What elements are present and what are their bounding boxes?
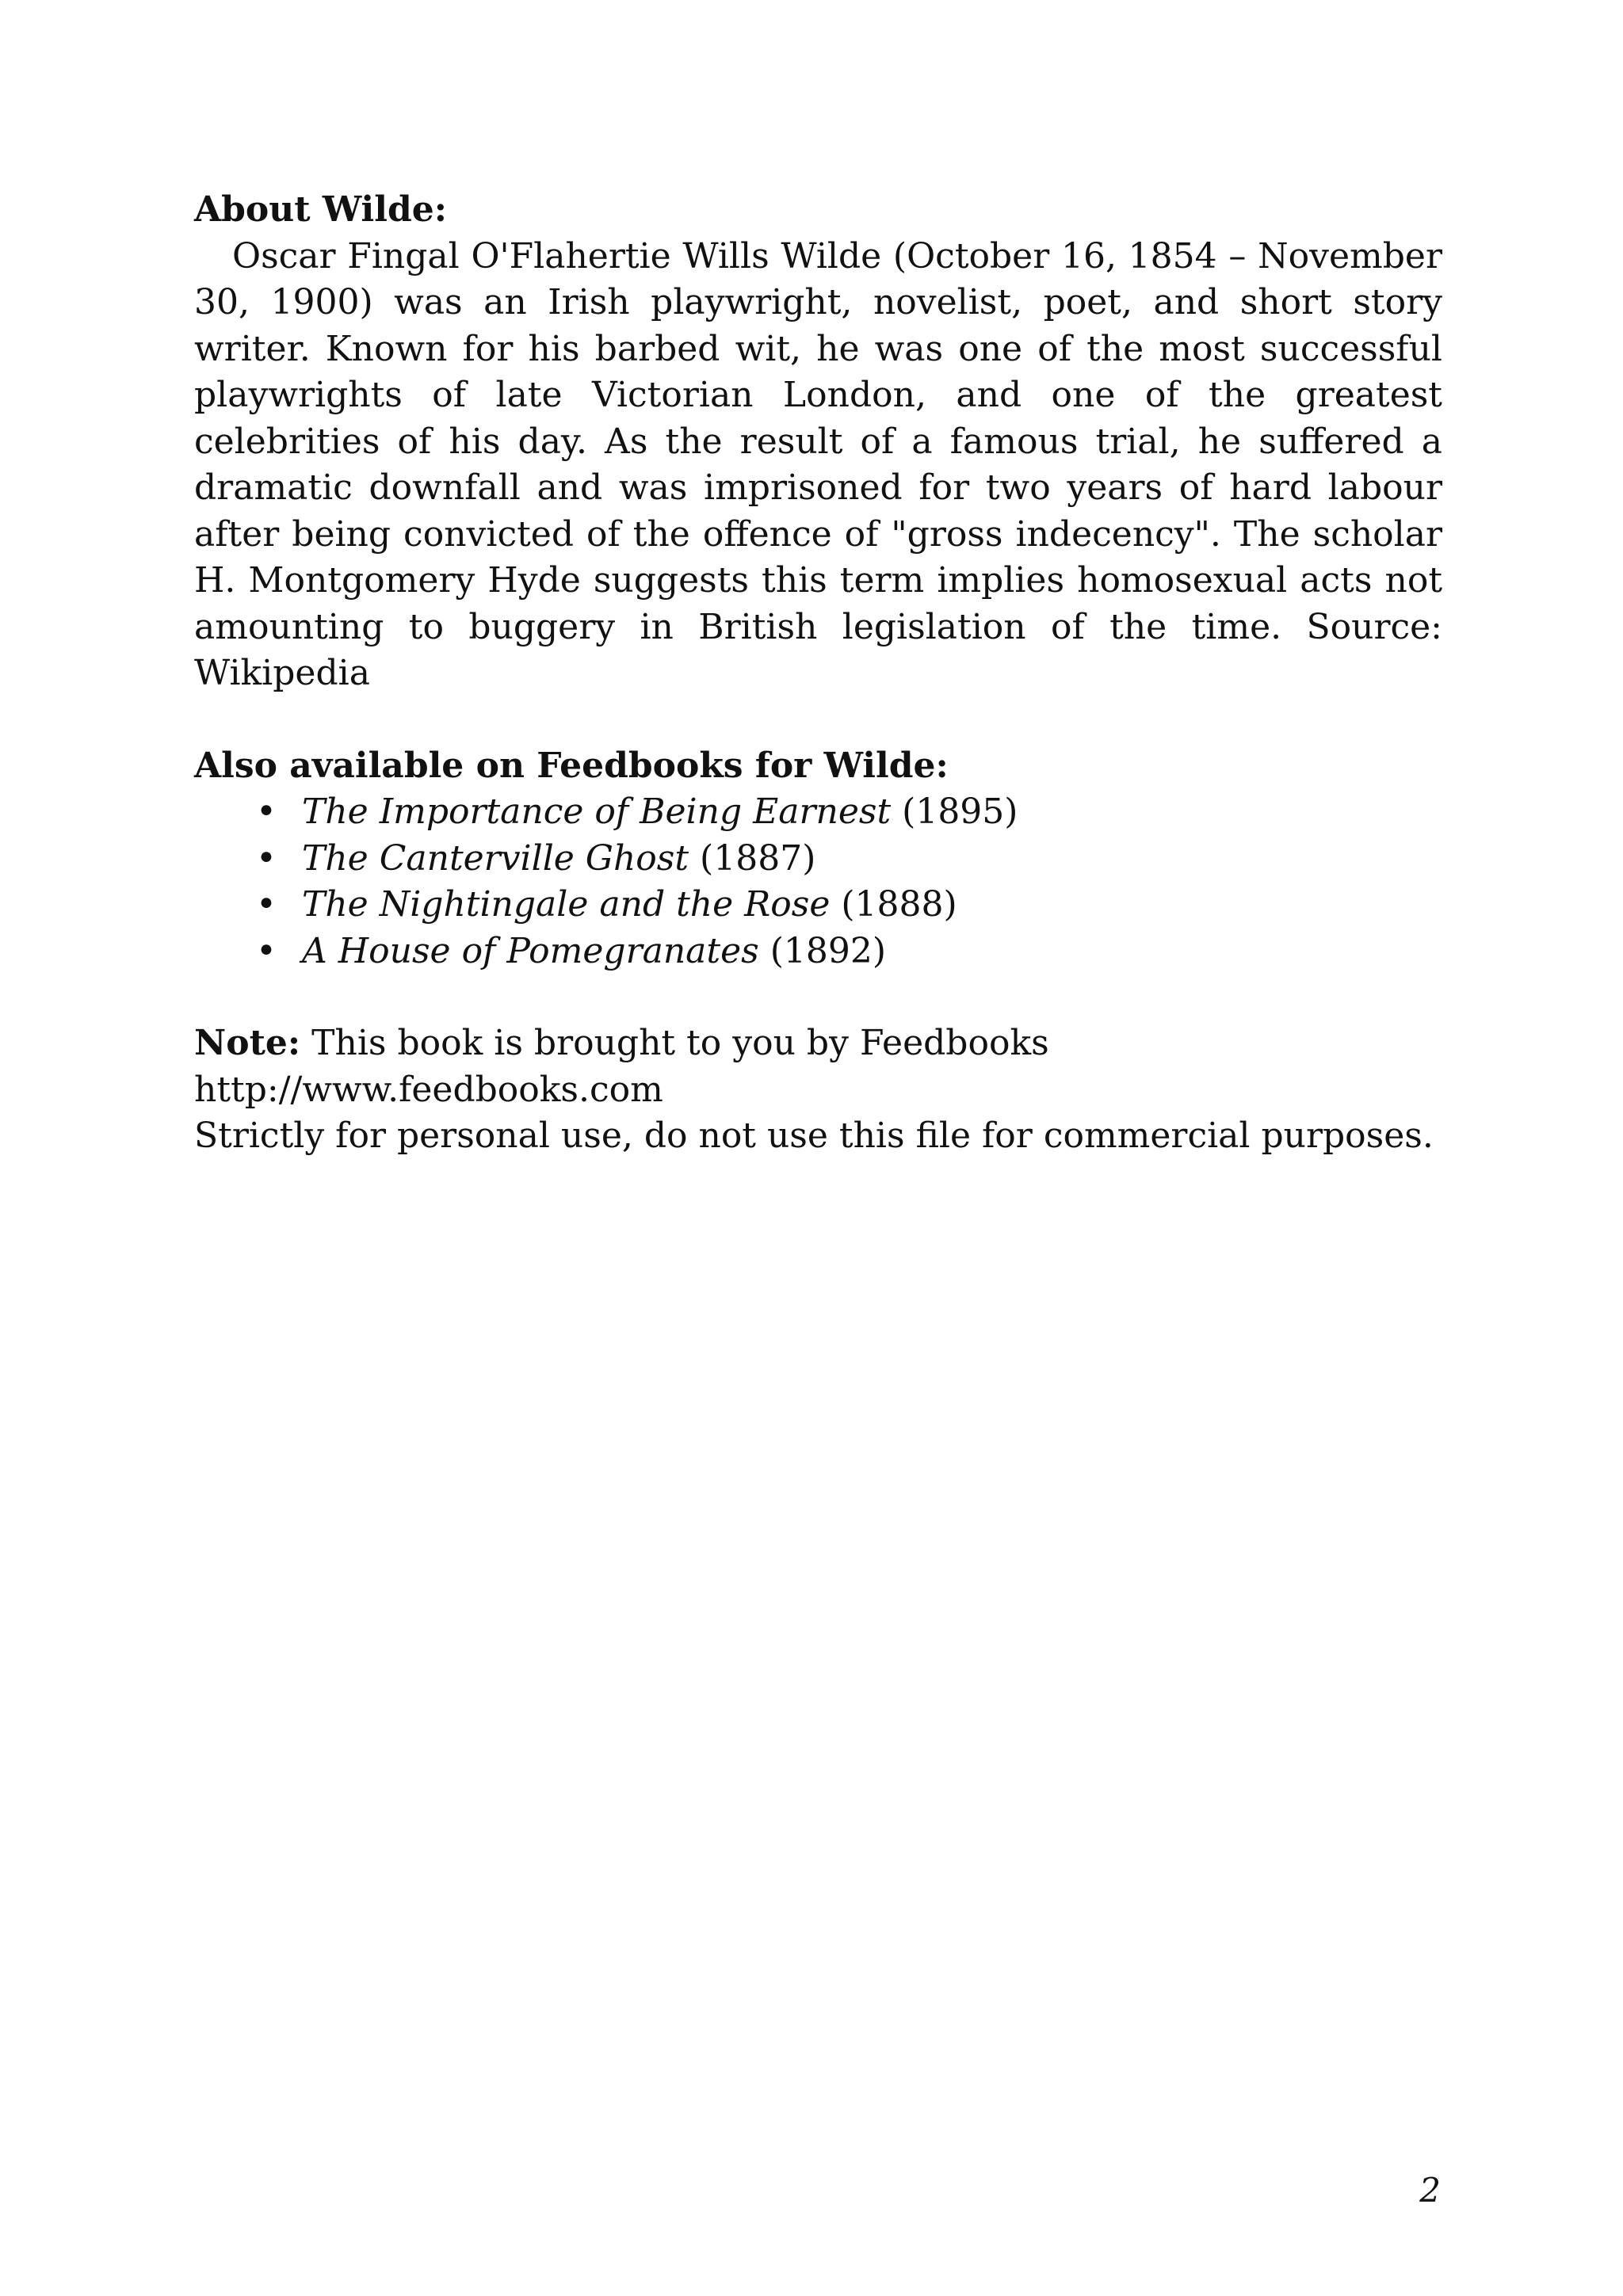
book-title: The Canterville Ghost <box>302 837 689 879</box>
note-label: Note: <box>194 1023 301 1063</box>
book-title: The Nightingale and the Rose <box>302 884 831 925</box>
book-year: (1887) <box>700 837 816 879</box>
book-year: (1888) <box>841 884 957 925</box>
book-year: (1895) <box>902 791 1018 832</box>
bullet-icon: • <box>256 837 277 879</box>
list-item <box>256 789 1442 836</box>
section-spacer <box>194 974 1442 1020</box>
also-available-heading: Also available on Feedbooks for Wilde: <box>194 745 949 786</box>
bullet-icon: • <box>256 884 277 925</box>
feedbooks-url: http://www.feedbooks.com <box>194 1069 663 1110</box>
about-heading: About Wilde: <box>194 189 447 230</box>
bullet-icon: • <box>256 791 277 832</box>
book-year: (1892) <box>769 930 887 971</box>
note-line <box>194 1020 1442 1067</box>
book-title: The Importance of Being Earnest <box>302 791 892 832</box>
section-spacer <box>194 697 1442 743</box>
page-content <box>194 187 1442 1160</box>
bullet-icon: • <box>256 930 277 971</box>
page-number: 2 <box>1419 2171 1441 2210</box>
list-item <box>256 882 1442 929</box>
usage-disclaimer: Strictly for personal use, do not use this file for commercial purposes. <box>194 1116 1434 1156</box>
book-title: A House of Pomegranates <box>302 930 759 971</box>
list-item <box>256 929 1442 975</box>
note-text: This book is brought to you by Feedbooks <box>311 1023 1049 1063</box>
about-paragraph: Oscar Fingal O'Flahertie Wills Wilde (October 16, 1854 – November 30, 1900) was an Irish playwright, novelist, poet, and short story writer. Known for his barbed wit, he was one of the most successful playwrights of late Victorian London, and one of the greatest celebrities of his day. As the result of a famous trial, he suffered a dramatic downfall and was imprisoned for two years of hard labour after being convicted of the offence of "gross indecency". The scholar H. Montgomery Hyde suggests this term implies homosexual acts not amounting to buggery in British legislation of the time. Source: Wikipedia <box>194 235 1442 693</box>
list-item <box>256 836 1442 883</box>
book-list <box>194 789 1442 974</box>
